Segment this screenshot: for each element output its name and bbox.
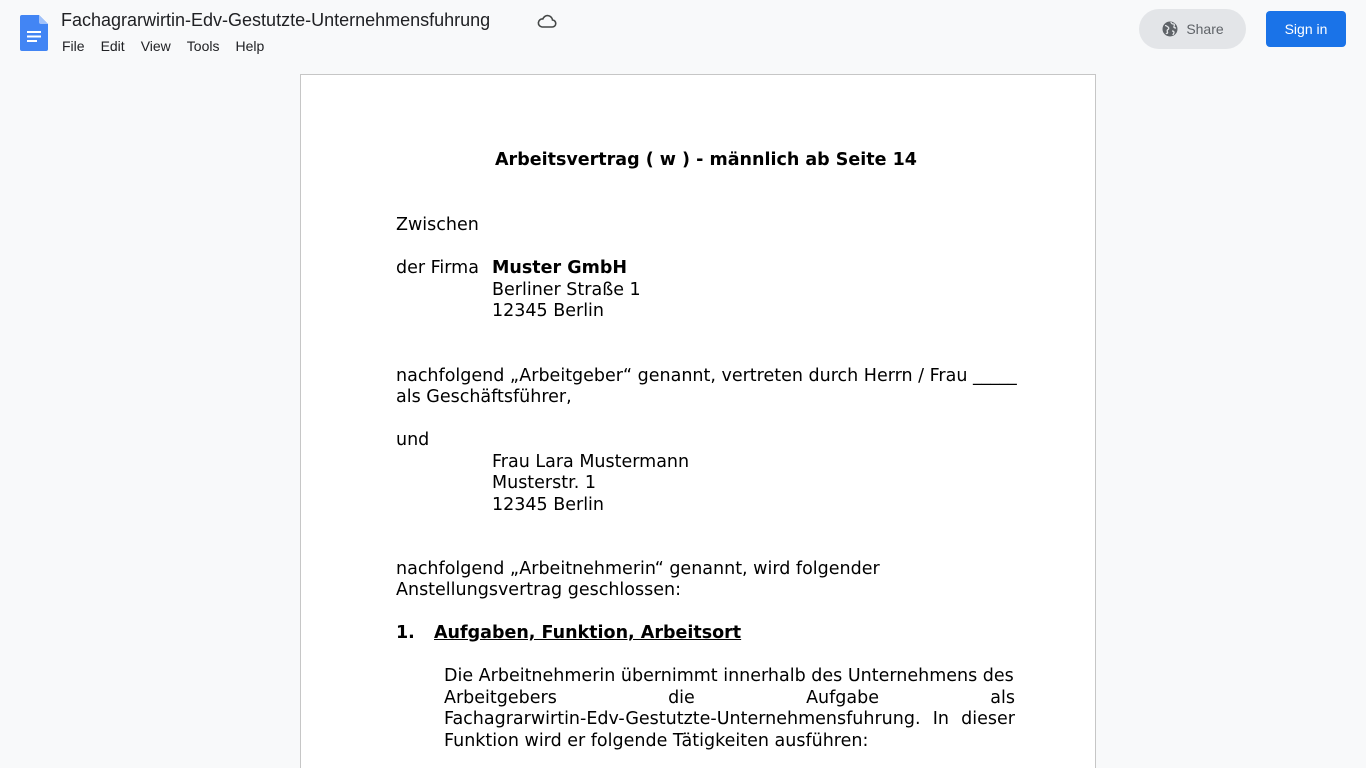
document-title[interactable]: Fachagrarwirtin-Edv-Gestutzte-Unternehmensfuhrung [61,10,491,30]
text-zwischen: Zwischen [396,215,479,235]
text-firma-label: der Firma [396,258,479,278]
para-1-word: die [668,688,695,708]
text-firma-city: 12345 Berlin [492,301,605,321]
menu-help[interactable]: Help [235,38,265,54]
text-employee-name: Frau Lara Mustermann [492,452,690,472]
text-firma-name: Muster GmbH [492,258,628,278]
menu-file[interactable]: File [62,38,85,54]
para-1-word: Arbeitgebers [444,688,557,708]
para-1-word: dieser [961,709,1015,729]
text-employee-city: 12345 Berlin [492,495,605,515]
text-arbeitnehmer-line2: Anstellungsvertrag geschlossen: [396,580,681,600]
text-arbeitnehmer-line1: nachfolgend „Arbeitnehmerin“ genannt, wird folgender [396,559,880,579]
para-1-word: Aufgabe [806,688,880,708]
section-1-number: 1. [396,623,415,643]
sign-in-button[interactable]: Sign in [1266,11,1346,47]
section-1-title: Aufgaben, Funktion, Arbeitsort [434,623,742,643]
share-button[interactable] [1139,9,1246,49]
share-label: Share [1186,21,1224,37]
globe-icon [1161,20,1179,38]
para-1-line-1: Die Arbeitnehmerin übernimmt innerhalb des Unternehmens des [444,666,1014,686]
text-firma-street: Berliner Straße 1 [492,280,641,300]
para-1-word: In [932,709,949,729]
google-docs-icon[interactable] [20,15,48,51]
menu-tools[interactable]: Tools [186,38,220,54]
menu-bar [54,37,272,57]
document-canvas[interactable] [0,64,1366,768]
top-bar [0,0,1366,64]
text-employee-street: Musterstr. 1 [492,473,596,493]
text-arbeitgeber-line2: als Geschäftsführer, [396,387,572,407]
document-heading: Arbeitsvertrag ( w ) - männlich ab Seite 14 [495,150,917,170]
para-1-line-2 [444,688,1015,710]
text-arbeitgeber-line1: nachfolgend „Arbeitgeber“ genannt, vertreten durch Herrn / Frau _____ [396,366,1017,386]
para-1-line-3 [444,709,1015,731]
para-1-line-4: Funktion wird er folgende Tätigkeiten ausführen: [444,731,869,751]
text-und: und [396,430,430,450]
menu-view[interactable]: View [140,38,171,54]
cloud-saved-icon[interactable] [536,12,558,32]
document-page [300,74,1096,768]
para-1-word: Fachagrarwirtin-Edv-Gestutzte-Unternehmensfuhrung. [444,709,921,729]
para-1-word: als [990,688,1015,708]
menu-edit[interactable]: Edit [100,38,125,54]
